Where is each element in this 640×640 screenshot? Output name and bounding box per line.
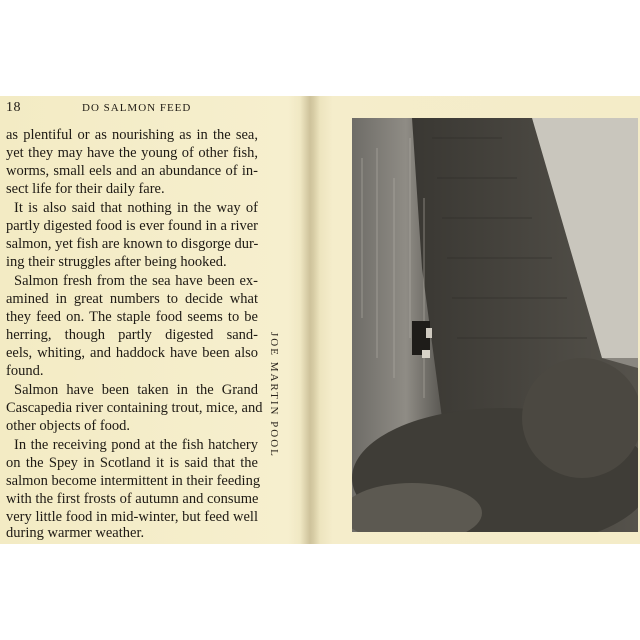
text-line: eels, whiting, and haddock have been also bbox=[6, 345, 258, 361]
text-line: yet they may have the young of other fish, bbox=[6, 145, 258, 161]
text-line: In the receiving pond at the fish hatchery bbox=[14, 437, 258, 453]
text-line: ing their struggles after being hooked. bbox=[6, 254, 227, 270]
text-line: It is also said that nothing in the way of bbox=[14, 200, 258, 216]
text-line: amined in great numbers to decide what bbox=[6, 291, 258, 307]
text-line: Salmon have been taken in the Grand bbox=[14, 382, 258, 398]
text-line: found. bbox=[6, 363, 44, 379]
text-line: on the Spey in Scotland it is said that the bbox=[6, 455, 258, 471]
river-photograph bbox=[352, 118, 638, 532]
text-line: herring, though partly digested sand- bbox=[6, 327, 258, 343]
page-number: 18 bbox=[6, 100, 21, 115]
page-header bbox=[6, 100, 296, 118]
book-gutter bbox=[300, 96, 320, 544]
text-line: as plentiful or as nourishing as in the sea, bbox=[6, 127, 258, 143]
text-line: sect life for their daily fare. bbox=[6, 181, 165, 197]
text-line: worms, small eels and an abundance of in- bbox=[6, 163, 258, 179]
text-line: with the first frosts of autumn and consume bbox=[6, 491, 259, 507]
text-line: they feed on. The staple food seems to be bbox=[6, 309, 258, 325]
text-line: salmon, yet fish are known to disgorge dur- bbox=[6, 236, 259, 252]
text-line: salmon become intermittent in their feeding bbox=[6, 473, 261, 489]
text-line: Cascapedia river containing trout, mice, and bbox=[6, 400, 263, 416]
running-head: DO SALMON FEED bbox=[82, 102, 192, 114]
text-line: Salmon fresh from the sea have been ex- bbox=[14, 273, 258, 289]
photo-caption: JOE MARTIN POOL bbox=[268, 332, 280, 458]
text-line: very little food in mid-winter, but feed well bbox=[6, 509, 258, 525]
text-line: during warmer weather. bbox=[6, 525, 145, 541]
left-page bbox=[0, 96, 306, 544]
text-line: partly digested food is ever found in a river bbox=[6, 218, 258, 234]
text-line: other objects of food. bbox=[6, 418, 131, 434]
photo-image bbox=[352, 118, 638, 532]
